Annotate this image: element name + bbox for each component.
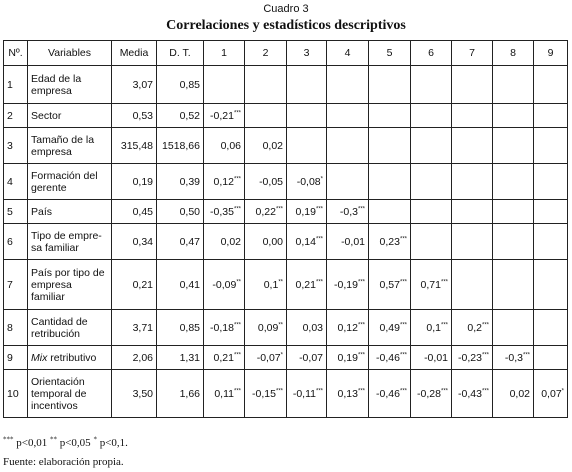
correlation-cell xyxy=(493,346,534,370)
significance-marker: ** xyxy=(49,435,57,444)
table-row xyxy=(4,310,568,346)
significance-text: p<0,05 xyxy=(56,437,94,449)
std-dev-cell: 0,50 xyxy=(157,200,204,224)
correlation-cell xyxy=(245,66,287,104)
correlation-value: -0,43 xyxy=(458,387,482,400)
table-caption-label: Cuadro 3 xyxy=(263,3,309,15)
correlation-value: 0,06 xyxy=(220,139,241,152)
row-number-cell: 6 xyxy=(4,224,28,260)
significance-marker: *** xyxy=(315,236,323,242)
mean-cell: 3,07 xyxy=(112,66,157,104)
significance-text: p<0,1. xyxy=(96,437,128,449)
correlation-cell xyxy=(534,370,568,418)
significance-marker: *** xyxy=(357,279,365,285)
correlation-value: 0,02 xyxy=(220,235,241,248)
correlation-cell xyxy=(245,128,287,164)
correlation-cell xyxy=(287,200,327,224)
significance-marker: * xyxy=(93,435,97,444)
mean-cell: 3,50 xyxy=(112,370,157,418)
correlation-cell xyxy=(452,128,493,164)
variable-name-cell xyxy=(28,260,112,310)
correlation-cell xyxy=(245,310,287,346)
correlation-cell xyxy=(327,346,369,370)
table-row xyxy=(4,370,568,418)
column-header: 2 xyxy=(245,41,287,66)
row-number-cell: 8 xyxy=(4,310,28,346)
mean-cell: 0,53 xyxy=(112,104,157,128)
correlation-cell xyxy=(452,224,493,260)
correlation-value: 0,11 xyxy=(214,387,234,400)
std-dev-cell: 1,31 xyxy=(157,346,204,370)
std-dev-cell: 0,47 xyxy=(157,224,204,260)
correlation-cell xyxy=(452,346,493,370)
correlation-cell xyxy=(245,164,287,200)
correlation-cell xyxy=(493,370,534,418)
correlation-cell xyxy=(493,104,534,128)
correlation-cell xyxy=(534,164,568,200)
significance-marker: *** xyxy=(3,435,14,444)
correlation-cell xyxy=(411,104,452,128)
correlation-cell xyxy=(327,370,369,418)
variable-name-text: Tamaño de la empresa xyxy=(31,133,95,158)
correlation-value: 0,23 xyxy=(379,235,400,248)
table-row xyxy=(4,224,568,260)
correlation-value: 0,07 xyxy=(541,387,562,400)
correlation-cell xyxy=(327,164,369,200)
correlation-cell xyxy=(287,66,327,104)
significance-marker: *** xyxy=(481,388,489,394)
correlation-cell xyxy=(287,346,327,370)
correlation-cell xyxy=(452,104,493,128)
correlation-cell xyxy=(411,66,452,104)
correlation-cell xyxy=(204,370,245,418)
correlation-value: 0,21 xyxy=(295,278,316,291)
std-dev-cell: 0,41 xyxy=(157,260,204,310)
variable-name-cell xyxy=(28,164,112,200)
correlation-cell xyxy=(204,164,245,200)
correlation-cell xyxy=(245,200,287,224)
significance-marker: *** xyxy=(233,388,241,394)
correlation-cell xyxy=(287,310,327,346)
correlation-cell xyxy=(369,104,411,128)
significance-marker: *** xyxy=(233,206,241,212)
correlation-value: 0,09 xyxy=(257,321,279,334)
correlation-cell xyxy=(369,260,411,310)
variable-name-text: Tipo de empre-sa familiar xyxy=(31,229,102,254)
correlation-cell xyxy=(327,260,369,310)
significance-marker: *** xyxy=(357,352,365,358)
correlation-value: 0,1 xyxy=(426,321,441,334)
correlation-cell xyxy=(411,260,452,310)
correlation-value: -0,28 xyxy=(417,387,441,400)
correlation-cell xyxy=(452,200,493,224)
significance-marker: *** xyxy=(481,322,489,328)
std-dev-cell: 1,66 xyxy=(157,370,204,418)
correlation-cell xyxy=(287,260,327,310)
mean-cell: 3,71 xyxy=(112,310,157,346)
correlation-cell xyxy=(369,310,411,346)
variable-name-text: Cantidad de retribución xyxy=(31,315,88,340)
correlation-value: 0,14 xyxy=(295,235,316,248)
significance-marker: * xyxy=(561,388,564,394)
column-header: 8 xyxy=(493,41,534,66)
correlation-cell xyxy=(287,128,327,164)
variable-name-text: retributivo xyxy=(47,351,97,364)
table-row xyxy=(4,66,568,104)
correlation-cell xyxy=(411,224,452,260)
row-number-cell: 7 xyxy=(4,260,28,310)
correlation-cell xyxy=(411,164,452,200)
correlation-cell xyxy=(204,260,245,310)
variable-name-text: Edad de la empresa xyxy=(31,72,82,97)
correlation-value: 0,71 xyxy=(420,278,441,291)
significance-marker: * xyxy=(280,352,283,358)
correlation-value: -0,01 xyxy=(424,351,448,364)
correlation-value: -0,07 xyxy=(256,351,281,364)
correlation-value: 0,19 xyxy=(337,351,358,364)
correlation-cell xyxy=(493,200,534,224)
significance-marker: *** xyxy=(440,388,448,394)
column-header: 4 xyxy=(327,41,369,66)
variable-name-cell xyxy=(28,346,112,370)
correlation-cell xyxy=(327,66,369,104)
correlation-value: 0,03 xyxy=(302,321,323,334)
table-row xyxy=(4,200,568,224)
correlation-value: 0,12 xyxy=(337,321,358,334)
correlation-cell xyxy=(287,370,327,418)
column-header: 1 xyxy=(204,41,245,66)
correlation-value: -0,19 xyxy=(334,278,358,291)
correlation-cell xyxy=(204,66,245,104)
significance-note xyxy=(3,437,128,449)
correlation-value: 0,49 xyxy=(379,321,400,334)
variable-name-cell xyxy=(28,128,112,164)
correlation-cell xyxy=(534,128,568,164)
variable-name-text: Sector xyxy=(31,109,62,122)
column-header: 6 xyxy=(411,41,452,66)
correlation-cell xyxy=(327,200,369,224)
correlation-cell xyxy=(411,370,452,418)
correlation-value: 0,02 xyxy=(262,139,283,152)
significance-marker: *** xyxy=(233,352,241,358)
mean-cell: 2,06 xyxy=(112,346,157,370)
row-number-cell: 5 xyxy=(4,200,28,224)
correlation-cell xyxy=(204,200,245,224)
correlation-cell xyxy=(327,128,369,164)
table-title: Correlaciones y estadísticos descriptivos xyxy=(166,18,406,33)
variable-name-text: Formación del gerente xyxy=(31,169,98,194)
correlation-value: 0,00 xyxy=(262,235,283,248)
correlation-cell xyxy=(534,200,568,224)
significance-marker: *** xyxy=(522,352,530,358)
correlation-cell xyxy=(534,66,568,104)
correlation-value: -0,08 xyxy=(296,175,321,188)
correlation-value: 0,57 xyxy=(379,278,400,291)
variable-name-cell xyxy=(28,224,112,260)
significance-marker: *** xyxy=(275,206,283,212)
significance-marker: *** xyxy=(315,206,323,212)
correlation-value: -0,21 xyxy=(210,109,234,122)
significance-marker: ** xyxy=(278,322,283,328)
column-header: Nº. xyxy=(4,41,28,66)
std-dev-cell: 0,85 xyxy=(157,310,204,346)
correlation-cell xyxy=(411,310,452,346)
correlation-cell xyxy=(369,224,411,260)
variable-name-cell xyxy=(28,66,112,104)
significance-marker: *** xyxy=(357,322,365,328)
significance-marker: *** xyxy=(440,279,448,285)
correlation-value: -0,46 xyxy=(376,351,400,364)
correlation-value: 0,22 xyxy=(255,205,276,218)
mean-cell: 0,21 xyxy=(112,260,157,310)
significance-marker: *** xyxy=(399,236,407,242)
std-dev-cell: 0,39 xyxy=(157,164,204,200)
correlation-cell xyxy=(452,260,493,310)
significance-marker: ** xyxy=(236,279,241,285)
correlation-cell xyxy=(452,370,493,418)
variable-name-cell xyxy=(28,310,112,346)
correlation-cell xyxy=(204,310,245,346)
correlation-value: 0,21 xyxy=(213,351,234,364)
column-header: D. T. xyxy=(157,41,204,66)
correlation-value: -0,3 xyxy=(504,351,523,364)
correlation-cell xyxy=(369,346,411,370)
significance-marker: *** xyxy=(399,322,407,328)
correlation-cell xyxy=(493,310,534,346)
mean-cell: 0,45 xyxy=(112,200,157,224)
significance-marker: *** xyxy=(233,322,241,328)
correlation-cell xyxy=(369,164,411,200)
correlation-value: -0,01 xyxy=(341,235,365,248)
table-row xyxy=(4,346,568,370)
std-dev-cell: 0,85 xyxy=(157,66,204,104)
correlation-cell xyxy=(287,104,327,128)
row-number-cell: 1 xyxy=(4,66,28,104)
correlation-cell xyxy=(245,260,287,310)
significance-marker: *** xyxy=(315,279,323,285)
correlation-value: 0,02 xyxy=(509,387,530,400)
significance-marker: *** xyxy=(481,352,489,358)
correlation-cell xyxy=(204,346,245,370)
correlation-value: -0,15 xyxy=(252,387,276,400)
significance-marker: *** xyxy=(357,388,365,394)
source-note: Fuente: elaboración propia. xyxy=(3,456,124,468)
correlation-value: -0,09 xyxy=(212,278,237,291)
column-header: Media xyxy=(112,41,157,66)
correlation-cell xyxy=(534,310,568,346)
correlation-value: 0,12 xyxy=(213,175,234,188)
correlation-cell xyxy=(327,104,369,128)
row-number-cell: 4 xyxy=(4,164,28,200)
row-number-cell: 3 xyxy=(4,128,28,164)
correlation-value: -0,23 xyxy=(458,351,482,364)
correlation-cell xyxy=(493,164,534,200)
correlation-value: 0,2 xyxy=(467,321,482,334)
row-number-cell: 10 xyxy=(4,370,28,418)
significance-text: p<0,01 xyxy=(13,437,50,449)
correlation-cell xyxy=(411,200,452,224)
correlation-cell xyxy=(245,224,287,260)
variable-name-text: Orientación temporal de incentivos xyxy=(31,375,87,412)
significance-marker: ** xyxy=(278,279,283,285)
mean-cell: 0,19 xyxy=(112,164,157,200)
table-row xyxy=(4,164,568,200)
correlation-value: 0,19 xyxy=(295,205,316,218)
correlation-cell xyxy=(245,346,287,370)
correlation-cell xyxy=(369,128,411,164)
significance-marker: *** xyxy=(315,388,323,394)
column-header: 7 xyxy=(452,41,493,66)
variable-name-cell xyxy=(28,370,112,418)
table-row xyxy=(4,104,568,128)
correlation-cell xyxy=(493,224,534,260)
variable-name-cell xyxy=(28,104,112,128)
correlation-value: -0,07 xyxy=(299,351,323,364)
correlation-cell xyxy=(327,310,369,346)
std-dev-cell: 1518,66 xyxy=(157,128,204,164)
column-header: 3 xyxy=(287,41,327,66)
mean-cell: 315,48 xyxy=(112,128,157,164)
table-row xyxy=(4,260,568,310)
correlation-table xyxy=(3,40,568,418)
mean-cell: 0,34 xyxy=(112,224,157,260)
significance-marker: *** xyxy=(399,279,407,285)
correlation-cell xyxy=(327,224,369,260)
correlation-cell xyxy=(452,66,493,104)
significance-marker: *** xyxy=(357,206,365,212)
correlation-cell xyxy=(493,66,534,104)
correlation-cell xyxy=(452,310,493,346)
row-number-cell: 2 xyxy=(4,104,28,128)
correlation-value: -0,11 xyxy=(292,387,316,400)
correlation-cell xyxy=(534,260,568,310)
correlation-value: 0,1 xyxy=(263,278,279,291)
correlation-cell xyxy=(534,104,568,128)
significance-marker: *** xyxy=(275,388,283,394)
correlation-cell xyxy=(369,370,411,418)
correlation-cell xyxy=(534,346,568,370)
correlation-value: -0,3 xyxy=(339,205,358,218)
row-number-cell: 9 xyxy=(4,346,28,370)
variable-name-text: País xyxy=(31,205,53,218)
column-header: 5 xyxy=(369,41,411,66)
variable-name-italic: Mix xyxy=(31,351,48,364)
header-row xyxy=(4,41,568,66)
significance-marker: *** xyxy=(233,110,241,116)
column-header: 9 xyxy=(534,41,568,66)
variable-name-text: País por tipo de empresa familiar xyxy=(31,266,105,303)
correlation-value: -0,35 xyxy=(210,205,234,218)
correlation-cell xyxy=(493,128,534,164)
correlation-cell xyxy=(411,128,452,164)
correlation-cell xyxy=(204,128,245,164)
correlation-cell xyxy=(245,104,287,128)
significance-marker: *** xyxy=(399,388,407,394)
significance-marker: * xyxy=(320,176,323,182)
significance-marker: *** xyxy=(233,176,241,182)
correlation-cell xyxy=(452,164,493,200)
std-dev-cell: 0,52 xyxy=(157,104,204,128)
correlation-value: -0,05 xyxy=(259,175,283,188)
correlation-cell xyxy=(245,370,287,418)
correlation-cell xyxy=(369,66,411,104)
column-header: Variables xyxy=(28,41,112,66)
correlation-cell xyxy=(204,104,245,128)
correlation-cell xyxy=(411,346,452,370)
correlation-value: 0,13 xyxy=(337,387,358,400)
table-row xyxy=(4,128,568,164)
correlation-cell xyxy=(493,260,534,310)
correlation-value: -0,46 xyxy=(376,387,400,400)
correlation-value: -0,18 xyxy=(210,321,234,334)
significance-marker: *** xyxy=(399,352,407,358)
correlation-cell xyxy=(369,200,411,224)
correlation-cell xyxy=(287,164,327,200)
significance-marker: *** xyxy=(440,322,448,328)
variable-name-cell xyxy=(28,200,112,224)
correlation-cell xyxy=(534,224,568,260)
correlation-cell xyxy=(204,224,245,260)
correlation-cell xyxy=(287,224,327,260)
